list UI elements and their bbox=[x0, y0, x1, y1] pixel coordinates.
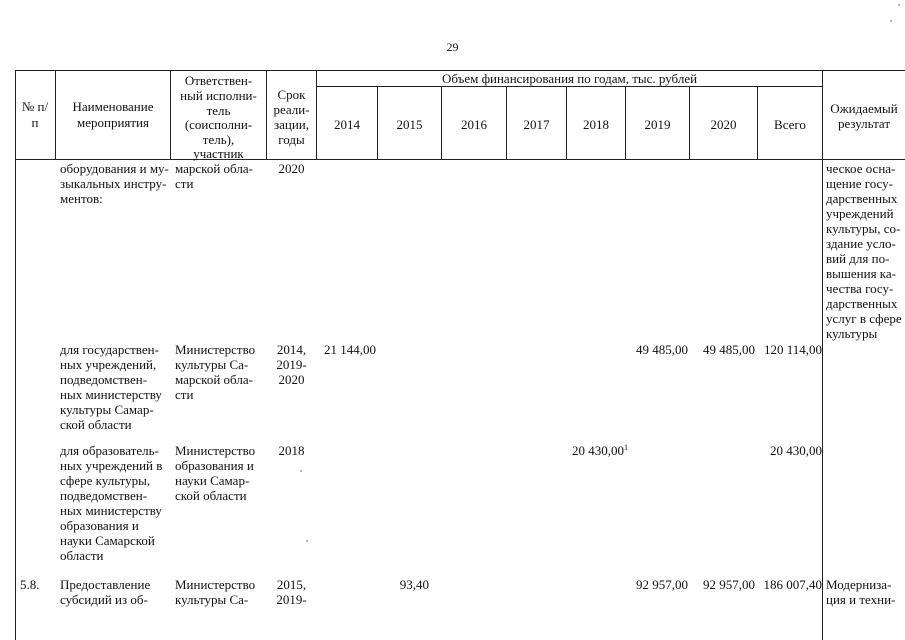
row2-name-l2: ных учреждений в bbox=[60, 458, 163, 473]
header-term-l1: Срок bbox=[277, 87, 306, 102]
row1-name-l3: подведомствен- bbox=[60, 372, 148, 387]
row3-result-l2: ция и техни- bbox=[826, 592, 896, 607]
header-executor-l5: тель), bbox=[202, 132, 235, 147]
header-year-2015: 2015 bbox=[396, 117, 423, 132]
row1-name-l2: ных учреждений, bbox=[60, 357, 157, 372]
cont-result-l4: учреждений bbox=[826, 206, 894, 221]
cont-executor-l2: сти bbox=[175, 176, 194, 191]
cont-result-l12: культуры bbox=[826, 326, 878, 341]
row3-result-l1: Модерниза- bbox=[826, 577, 892, 592]
header-term-l4: годы bbox=[278, 132, 305, 147]
header-num: № п/п bbox=[21, 99, 49, 130]
row1-name-l5: культуры Самар- bbox=[60, 402, 154, 417]
header-year-2017: 2017 bbox=[523, 117, 550, 132]
row1-term-l1: 2014, bbox=[276, 342, 307, 357]
cont-result-l8: вышения ка- bbox=[826, 266, 897, 281]
header-year-2018: 2018 bbox=[583, 117, 609, 132]
cont-result-l3: дарственных bbox=[826, 191, 898, 206]
row3-name-l2: субсидий из об- bbox=[60, 592, 148, 607]
cont-result-l7: вий для по- bbox=[826, 251, 890, 266]
row1-value-total: 120 114,00 bbox=[763, 342, 822, 357]
row2-name-l6: образования и bbox=[60, 518, 139, 533]
cont-result-l6: здание усло- bbox=[826, 236, 896, 251]
header-executor-l2: ный исполни- bbox=[180, 88, 257, 103]
row1-name-l6: ской области bbox=[60, 417, 132, 432]
scan-speck bbox=[306, 540, 308, 542]
header-executor-l1: Ответствен- bbox=[184, 73, 253, 88]
row2-name-l8: области bbox=[60, 548, 104, 563]
row3-executor-l2: культуры Са- bbox=[175, 592, 249, 607]
cont-result-l10: дарственных bbox=[826, 296, 898, 311]
row2-term-l1: 2018 bbox=[278, 443, 305, 458]
row1-value-2019: 49 485,00 bbox=[636, 342, 688, 357]
scan-speck bbox=[898, 4, 900, 6]
col-rule-name bbox=[55, 70, 56, 160]
header-year-2020: 2020 bbox=[710, 117, 737, 132]
row1-executor-l2: культуры Са- bbox=[175, 357, 249, 372]
row2-name-l7: науки Самарской bbox=[60, 533, 155, 548]
page-number: 29 bbox=[446, 40, 459, 54]
header-year-2014: 2014 bbox=[334, 117, 360, 132]
header-executor-l3: тель bbox=[206, 103, 231, 118]
row3-term-l1: 2015, bbox=[276, 577, 307, 592]
row1-executor-l1: Министерство bbox=[175, 342, 256, 357]
table-left-rule bbox=[15, 70, 16, 640]
row2-executor-l1: Министерство bbox=[175, 443, 256, 458]
row1-name-l4: ных министерству bbox=[60, 387, 162, 402]
cont-result-l9: чества госу- bbox=[826, 281, 894, 296]
header-term-l2: реали- bbox=[273, 102, 310, 117]
row3-value-2015: 93,40 bbox=[399, 577, 429, 592]
header-result-l1: Ожидаемый bbox=[830, 101, 898, 116]
row3-value-2019: 92 957,00 bbox=[636, 577, 688, 592]
row3-executor-l1: Министерство bbox=[175, 577, 256, 592]
row1-executor-l3: марской обла- bbox=[175, 372, 253, 387]
cont-name-l3: ментов: bbox=[60, 191, 103, 206]
row2-value-2018-number: 20 430,00 bbox=[572, 443, 624, 458]
row2-executor-l3: науки Самар- bbox=[175, 473, 250, 488]
row2-value-2018 bbox=[560, 443, 628, 459]
row2-executor-l4: ской области bbox=[175, 488, 247, 503]
header-total: Всего bbox=[774, 117, 806, 132]
cont-term: 2020 bbox=[278, 161, 305, 176]
row3-value-total: 186 007,40 bbox=[763, 577, 822, 592]
row1-term-l2: 2019- bbox=[276, 357, 307, 372]
row1-name-l1: для государствен- bbox=[60, 342, 159, 357]
row1-value-2014: 21 144,00 bbox=[324, 342, 376, 357]
header-year-2019: 2019 bbox=[644, 117, 671, 132]
row1-executor-l4: сти bbox=[175, 387, 194, 402]
row3-name-l1: Предоставление bbox=[60, 577, 151, 592]
row2-value-total: 20 430,00 bbox=[770, 443, 822, 458]
cont-result-l5: культуры, со- bbox=[826, 221, 901, 236]
row2-name-l4: подведомствен- bbox=[60, 488, 148, 503]
table-header-bottom-rule bbox=[15, 159, 905, 160]
footnote-marker: 1 bbox=[624, 443, 628, 452]
scan-speck bbox=[300, 470, 302, 472]
row3-term-l2: 2019- bbox=[276, 592, 307, 607]
header-result-l2: результат bbox=[837, 116, 891, 131]
row2-name-l5: ных министерству bbox=[60, 503, 162, 518]
scan-speck bbox=[890, 20, 892, 22]
row1-term-l3: 2020 bbox=[278, 372, 305, 387]
row1-value-2020: 49 485,00 bbox=[703, 342, 755, 357]
cont-result-l2: щение госу- bbox=[826, 176, 893, 191]
row2-name-l3: сфере культуры, bbox=[60, 473, 151, 488]
header-executor-l6: участник bbox=[193, 146, 244, 161]
cont-executor-l1: марской обла- bbox=[175, 161, 253, 176]
header-term-l3: зации, bbox=[273, 117, 310, 132]
row3-num: 5.8. bbox=[20, 577, 40, 592]
cont-result-l1: ческое осна- bbox=[826, 161, 896, 176]
header-funding-title: Объем финансирования по годам, тыс. рублей bbox=[441, 71, 698, 86]
cont-result-l11: услуг в сфере bbox=[826, 311, 902, 326]
row2-name-l1: для образователь- bbox=[60, 443, 159, 458]
row2-executor-l2: образования и bbox=[175, 458, 254, 473]
cont-name-l2: зыкальных инстру- bbox=[60, 176, 167, 191]
header-executor-l4: (соисполни- bbox=[184, 117, 253, 132]
header-year-2016: 2016 bbox=[461, 117, 487, 132]
header-name: Наименование мероприятия bbox=[72, 99, 154, 130]
row3-value-2020: 92 957,00 bbox=[703, 577, 755, 592]
col-rule-result bbox=[822, 70, 823, 640]
cont-name-l1: оборудования и му- bbox=[60, 161, 169, 176]
